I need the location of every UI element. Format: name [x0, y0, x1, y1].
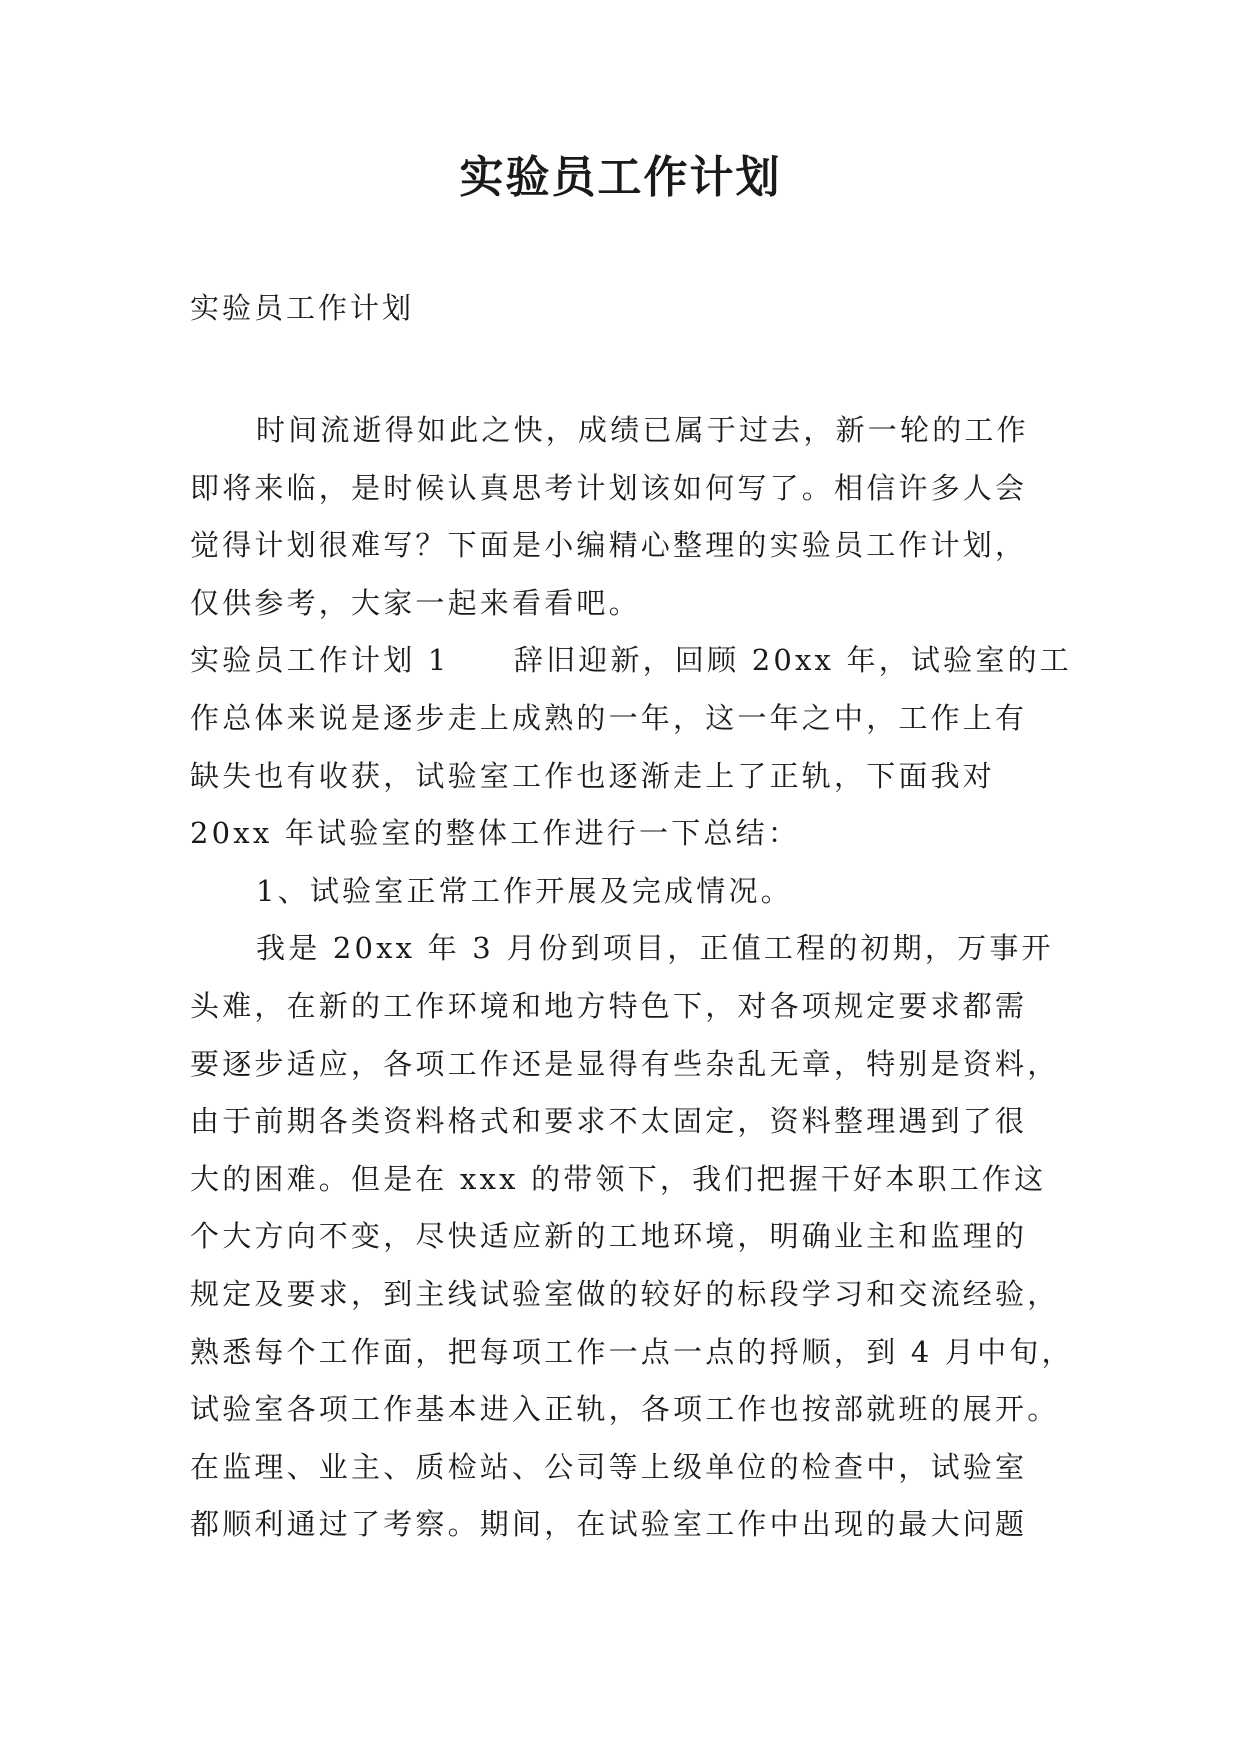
text-line: 即将来临，是时候认真思考计划该如何写了。相信许多人会 — [190, 470, 1028, 505]
text-line: 由于前期各类资料格式和要求不太固定，资料整理遇到了很 — [190, 1104, 1028, 1139]
text-line: 要逐步适应，各项工作还是显得有些杂乱无章，特别是资料， — [190, 1046, 1060, 1081]
document-body — [190, 410, 1074, 1562]
text-line: 仅供参考，大家一起来看看吧。 — [190, 585, 641, 620]
text-line: 实验员工作计划 1 辞旧迎新，回顾 20xx 年，试验室的工 — [190, 643, 1072, 678]
text-line: 觉得计划很难写？下面是小编精心整理的实验员工作计划， — [190, 528, 1028, 563]
text-line: 大的困难。但是在 xxx 的带领下，我们把握干好本职工作这 — [190, 1161, 1047, 1196]
text-line: 头难，在新的工作环境和地方特色下，对各项规定要求都需 — [190, 988, 1028, 1023]
text-line: 我是 20xx 年 3 月份到项目，正值工程的初期，万事开 — [256, 931, 1054, 966]
text-line: 熟悉每个工作面，把每项工作一点一点的捋顺，到 4 月中旬， — [190, 1334, 1074, 1369]
document-subtitle: 实验员工作计划 — [190, 291, 415, 325]
text-line: 在监理、业主、质检站、公司等上级单位的检查中，试验室 — [190, 1449, 1028, 1484]
text-line: 规定及要求，到主线试验室做的较好的标段学习和交流经验， — [190, 1276, 1060, 1311]
text-line: 缺失也有收获，试验室工作也逐渐走上了正轨，下面我对 — [190, 758, 996, 793]
text-line: 时间流逝得如此之快，成绩已属于过去，新一轮的工作 — [256, 413, 1029, 447]
text-line: 20xx 年试验室的整体工作进行一下总结： — [190, 816, 801, 851]
text-line: 个大方向不变，尽快适应新的工地环境，明确业主和监理的 — [190, 1219, 1028, 1254]
text-line: 都顺利通过了考察。期间，在试验室工作中出现的最大问题 — [190, 1507, 1028, 1542]
text-line: 试验室各项工作基本进入正轨，各项工作也按部就班的展开。 — [190, 1392, 1060, 1427]
document-title: 实验员工作计划 — [459, 152, 782, 203]
text-line: 1、试验室正常工作开展及完成情况。 — [256, 873, 793, 908]
text-line: 作总体来说是逐步走上成熟的一年，这一年之中，工作上有 — [190, 700, 1028, 735]
